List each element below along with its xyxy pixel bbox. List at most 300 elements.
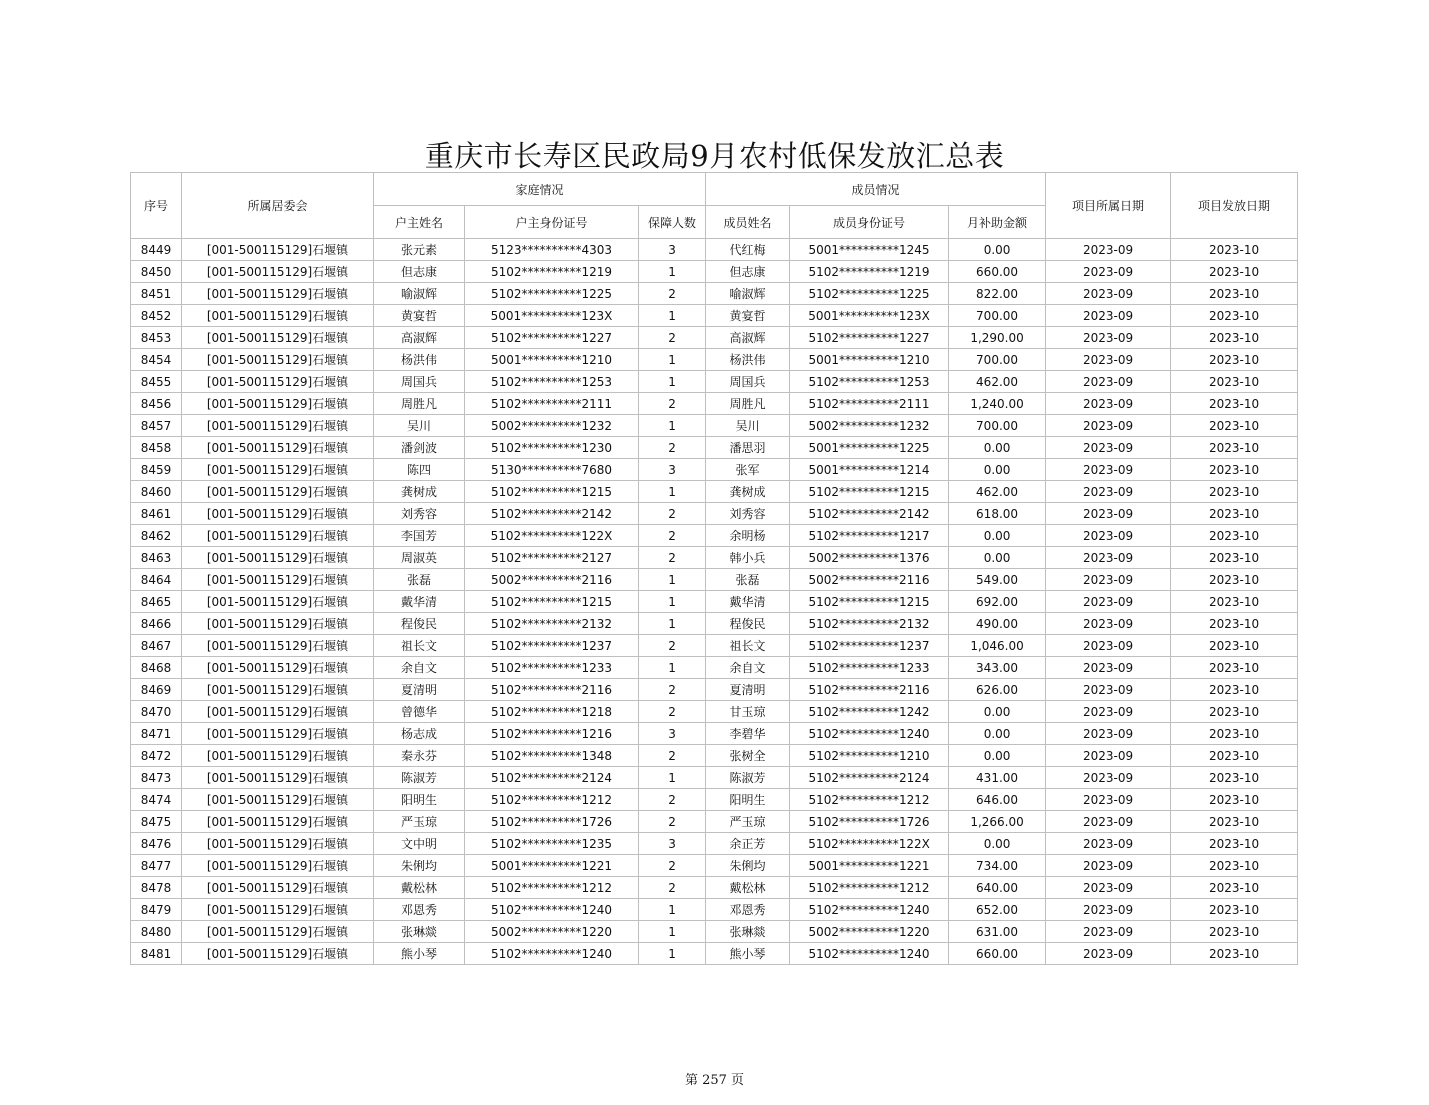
head-id-cell: 5001**********123X	[465, 305, 639, 327]
member-id-cell: 5102**********1212	[790, 877, 949, 899]
member-id-cell: 5102**********1212	[790, 789, 949, 811]
committee-cell: [001-500115129]石堰镇	[182, 481, 374, 503]
project-date-cell: 2023-09	[1046, 811, 1171, 833]
count-cell: 2	[639, 503, 706, 525]
issue-date-cell: 2023-10	[1171, 283, 1298, 305]
committee-cell: [001-500115129]石堰镇	[182, 701, 374, 723]
head-id-cell: 5102**********1253	[465, 371, 639, 393]
committee-cell: [001-500115129]石堰镇	[182, 811, 374, 833]
head-name-cell: 张元素	[374, 239, 465, 261]
issue-date-cell: 2023-10	[1171, 547, 1298, 569]
member-name-cell: 祖长文	[706, 635, 790, 657]
head-id-cell: 5102**********2111	[465, 393, 639, 415]
count-cell: 1	[639, 261, 706, 283]
amount-cell: 0.00	[949, 723, 1046, 745]
head-id-cell: 5130**********7680	[465, 459, 639, 481]
count-cell: 1	[639, 371, 706, 393]
amount-cell: 1,266.00	[949, 811, 1046, 833]
project-date-cell: 2023-09	[1046, 943, 1171, 965]
relief-summary-table	[130, 172, 1298, 965]
member-id-cell: 5102**********1253	[790, 371, 949, 393]
amount-cell: 646.00	[949, 789, 1046, 811]
member-name-cell: 邓恩秀	[706, 899, 790, 921]
committee-cell: [001-500115129]石堰镇	[182, 613, 374, 635]
issue-date-cell: 2023-10	[1171, 437, 1298, 459]
count-cell: 2	[639, 393, 706, 415]
head-id-cell: 5102**********1212	[465, 877, 639, 899]
header-family-group: 家庭情况	[374, 173, 706, 206]
amount-cell: 0.00	[949, 239, 1046, 261]
member-name-cell: 代红梅	[706, 239, 790, 261]
amount-cell: 1,046.00	[949, 635, 1046, 657]
member-id-cell: 5002**********1232	[790, 415, 949, 437]
seq-cell: 8472	[131, 745, 182, 767]
amount-cell: 0.00	[949, 547, 1046, 569]
head-name-cell: 杨志成	[374, 723, 465, 745]
count-cell: 2	[639, 877, 706, 899]
project-date-cell: 2023-09	[1046, 261, 1171, 283]
head-id-cell: 5102**********1233	[465, 657, 639, 679]
seq-cell: 8449	[131, 239, 182, 261]
amount-cell: 0.00	[949, 437, 1046, 459]
member-name-cell: 阳明生	[706, 789, 790, 811]
head-name-cell: 程俊民	[374, 613, 465, 635]
project-date-cell: 2023-09	[1046, 415, 1171, 437]
header-member-name: 成员姓名	[706, 206, 790, 239]
seq-cell: 8474	[131, 789, 182, 811]
seq-cell: 8480	[131, 921, 182, 943]
issue-date-cell: 2023-10	[1171, 811, 1298, 833]
count-cell: 1	[639, 591, 706, 613]
member-id-cell: 5002**********2116	[790, 569, 949, 591]
member-id-cell: 5102**********1233	[790, 657, 949, 679]
table-row	[131, 811, 1298, 833]
member-id-cell: 5102**********1215	[790, 591, 949, 613]
project-date-cell: 2023-09	[1046, 767, 1171, 789]
amount-cell: 343.00	[949, 657, 1046, 679]
member-name-cell: 黄宴哲	[706, 305, 790, 327]
issue-date-cell: 2023-10	[1171, 921, 1298, 943]
count-cell: 1	[639, 415, 706, 437]
seq-cell: 8478	[131, 877, 182, 899]
header-head-name: 户主姓名	[374, 206, 465, 239]
head-name-cell: 周淑英	[374, 547, 465, 569]
table-row	[131, 855, 1298, 877]
member-name-cell: 龚树成	[706, 481, 790, 503]
head-id-cell: 5102**********1227	[465, 327, 639, 349]
count-cell: 1	[639, 349, 706, 371]
head-name-cell: 秦永芬	[374, 745, 465, 767]
count-cell: 1	[639, 943, 706, 965]
seq-cell: 8477	[131, 855, 182, 877]
member-id-cell: 5102**********1210	[790, 745, 949, 767]
amount-cell: 626.00	[949, 679, 1046, 701]
amount-cell: 0.00	[949, 701, 1046, 723]
amount-cell: 1,240.00	[949, 393, 1046, 415]
issue-date-cell: 2023-10	[1171, 833, 1298, 855]
seq-cell: 8459	[131, 459, 182, 481]
issue-date-cell: 2023-10	[1171, 349, 1298, 371]
header-member-group: 成员情况	[706, 173, 1046, 206]
member-name-cell: 陈淑芳	[706, 767, 790, 789]
head-name-cell: 夏清明	[374, 679, 465, 701]
committee-cell: [001-500115129]石堰镇	[182, 327, 374, 349]
amount-cell: 652.00	[949, 899, 1046, 921]
project-date-cell: 2023-09	[1046, 371, 1171, 393]
head-id-cell: 5102**********1219	[465, 261, 639, 283]
project-date-cell: 2023-09	[1046, 327, 1171, 349]
table-row	[131, 239, 1298, 261]
member-name-cell: 朱俐均	[706, 855, 790, 877]
committee-cell: [001-500115129]石堰镇	[182, 921, 374, 943]
count-cell: 3	[639, 459, 706, 481]
committee-cell: [001-500115129]石堰镇	[182, 723, 374, 745]
head-id-cell: 5102**********1235	[465, 833, 639, 855]
head-name-cell: 张琳燚	[374, 921, 465, 943]
table-row	[131, 349, 1298, 371]
seq-cell: 8460	[131, 481, 182, 503]
member-name-cell: 余自文	[706, 657, 790, 679]
header-project-date: 项目所属日期	[1046, 173, 1171, 239]
header-committee: 所属居委会	[182, 173, 374, 239]
head-id-cell: 5102**********2127	[465, 547, 639, 569]
head-name-cell: 祖长文	[374, 635, 465, 657]
head-id-cell: 5102**********1225	[465, 283, 639, 305]
count-cell: 2	[639, 547, 706, 569]
project-date-cell: 2023-09	[1046, 459, 1171, 481]
project-date-cell: 2023-09	[1046, 679, 1171, 701]
committee-cell: [001-500115129]石堰镇	[182, 261, 374, 283]
issue-date-cell: 2023-10	[1171, 767, 1298, 789]
head-id-cell: 5102**********1218	[465, 701, 639, 723]
count-cell: 1	[639, 657, 706, 679]
table-row	[131, 525, 1298, 547]
seq-cell: 8464	[131, 569, 182, 591]
table-row	[131, 679, 1298, 701]
member-id-cell: 5102**********1225	[790, 283, 949, 305]
member-name-cell: 程俊民	[706, 613, 790, 635]
head-name-cell: 戴松林	[374, 877, 465, 899]
amount-cell: 1,290.00	[949, 327, 1046, 349]
head-name-cell: 龚树成	[374, 481, 465, 503]
member-name-cell: 但志康	[706, 261, 790, 283]
head-id-cell: 5001**********1210	[465, 349, 639, 371]
committee-cell: [001-500115129]石堰镇	[182, 591, 374, 613]
issue-date-cell: 2023-10	[1171, 569, 1298, 591]
issue-date-cell: 2023-10	[1171, 415, 1298, 437]
issue-date-cell: 2023-10	[1171, 657, 1298, 679]
seq-cell: 8451	[131, 283, 182, 305]
member-name-cell: 甘玉琼	[706, 701, 790, 723]
issue-date-cell: 2023-10	[1171, 327, 1298, 349]
count-cell: 2	[639, 679, 706, 701]
head-id-cell: 5102**********1212	[465, 789, 639, 811]
table-row	[131, 591, 1298, 613]
seq-cell: 8470	[131, 701, 182, 723]
member-id-cell: 5102**********1227	[790, 327, 949, 349]
member-name-cell: 张琳燚	[706, 921, 790, 943]
member-id-cell: 5102**********2142	[790, 503, 949, 525]
member-name-cell: 高淑辉	[706, 327, 790, 349]
head-id-cell: 5102**********1240	[465, 899, 639, 921]
project-date-cell: 2023-09	[1046, 569, 1171, 591]
seq-cell: 8467	[131, 635, 182, 657]
issue-date-cell: 2023-10	[1171, 789, 1298, 811]
committee-cell: [001-500115129]石堰镇	[182, 371, 374, 393]
head-name-cell: 周国兵	[374, 371, 465, 393]
seq-cell: 8455	[131, 371, 182, 393]
issue-date-cell: 2023-10	[1171, 503, 1298, 525]
amount-cell: 640.00	[949, 877, 1046, 899]
count-cell: 2	[639, 327, 706, 349]
member-name-cell: 潘思羽	[706, 437, 790, 459]
member-name-cell: 戴华清	[706, 591, 790, 613]
issue-date-cell: 2023-10	[1171, 305, 1298, 327]
member-id-cell: 5102**********1240	[790, 943, 949, 965]
count-cell: 3	[639, 723, 706, 745]
member-id-cell: 5001**********1225	[790, 437, 949, 459]
amount-cell: 462.00	[949, 481, 1046, 503]
committee-cell: [001-500115129]石堰镇	[182, 569, 374, 591]
committee-cell: [001-500115129]石堰镇	[182, 437, 374, 459]
project-date-cell: 2023-09	[1046, 481, 1171, 503]
project-date-cell: 2023-09	[1046, 437, 1171, 459]
amount-cell: 700.00	[949, 349, 1046, 371]
issue-date-cell: 2023-10	[1171, 459, 1298, 481]
committee-cell: [001-500115129]石堰镇	[182, 679, 374, 701]
count-cell: 2	[639, 811, 706, 833]
committee-cell: [001-500115129]石堰镇	[182, 349, 374, 371]
committee-cell: [001-500115129]石堰镇	[182, 525, 374, 547]
member-name-cell: 余明杨	[706, 525, 790, 547]
head-id-cell: 5102**********1215	[465, 481, 639, 503]
count-cell: 1	[639, 899, 706, 921]
seq-cell: 8458	[131, 437, 182, 459]
project-date-cell: 2023-09	[1046, 393, 1171, 415]
head-id-cell: 5102**********1230	[465, 437, 639, 459]
project-date-cell: 2023-09	[1046, 305, 1171, 327]
count-cell: 2	[639, 525, 706, 547]
seq-cell: 8471	[131, 723, 182, 745]
amount-cell: 700.00	[949, 415, 1046, 437]
table-row	[131, 283, 1298, 305]
project-date-cell: 2023-09	[1046, 635, 1171, 657]
head-id-cell: 5102**********1237	[465, 635, 639, 657]
table-row	[131, 613, 1298, 635]
committee-cell: [001-500115129]石堰镇	[182, 635, 374, 657]
table-row	[131, 833, 1298, 855]
member-id-cell: 5102**********1240	[790, 723, 949, 745]
committee-cell: [001-500115129]石堰镇	[182, 459, 374, 481]
count-cell: 2	[639, 437, 706, 459]
head-name-cell: 余自文	[374, 657, 465, 679]
head-name-cell: 陈淑芳	[374, 767, 465, 789]
seq-cell: 8454	[131, 349, 182, 371]
header-amount: 月补助金额	[949, 206, 1046, 239]
head-name-cell: 曾德华	[374, 701, 465, 723]
member-id-cell: 5102**********1217	[790, 525, 949, 547]
committee-cell: [001-500115129]石堰镇	[182, 877, 374, 899]
head-id-cell: 5002**********1232	[465, 415, 639, 437]
count-cell: 1	[639, 481, 706, 503]
head-id-cell: 5001**********1221	[465, 855, 639, 877]
head-name-cell: 吴川	[374, 415, 465, 437]
seq-cell: 8450	[131, 261, 182, 283]
head-id-cell: 5123**********4303	[465, 239, 639, 261]
head-id-cell: 5102**********2116	[465, 679, 639, 701]
table-row	[131, 393, 1298, 415]
table-row	[131, 789, 1298, 811]
head-name-cell: 喻淑辉	[374, 283, 465, 305]
head-id-cell: 5102**********1216	[465, 723, 639, 745]
table-row	[131, 635, 1298, 657]
head-name-cell: 陈四	[374, 459, 465, 481]
committee-cell: [001-500115129]石堰镇	[182, 855, 374, 877]
member-name-cell: 李碧华	[706, 723, 790, 745]
member-id-cell: 5001**********123X	[790, 305, 949, 327]
member-id-cell: 5102**********2111	[790, 393, 949, 415]
head-id-cell: 5002**********2116	[465, 569, 639, 591]
amount-cell: 0.00	[949, 833, 1046, 855]
member-id-cell: 5102**********1726	[790, 811, 949, 833]
page-footer: 第 257 页	[684, 1073, 745, 1088]
amount-cell: 0.00	[949, 459, 1046, 481]
project-date-cell: 2023-09	[1046, 613, 1171, 635]
table-row	[131, 547, 1298, 569]
member-name-cell: 熊小琴	[706, 943, 790, 965]
amount-cell: 660.00	[949, 261, 1046, 283]
issue-date-cell: 2023-10	[1171, 899, 1298, 921]
seq-cell: 8481	[131, 943, 182, 965]
head-name-cell: 高淑辉	[374, 327, 465, 349]
head-id-cell: 5002**********1220	[465, 921, 639, 943]
committee-cell: [001-500115129]石堰镇	[182, 745, 374, 767]
header-seq: 序号	[131, 173, 182, 239]
header-head-id: 户主身份证号	[465, 206, 639, 239]
issue-date-cell: 2023-10	[1171, 591, 1298, 613]
issue-date-cell: 2023-10	[1171, 525, 1298, 547]
member-id-cell: 5002**********1220	[790, 921, 949, 943]
head-name-cell: 戴华清	[374, 591, 465, 613]
project-date-cell: 2023-09	[1046, 503, 1171, 525]
table-row	[131, 503, 1298, 525]
head-name-cell: 周胜凡	[374, 393, 465, 415]
committee-cell: [001-500115129]石堰镇	[182, 305, 374, 327]
table-row	[131, 415, 1298, 437]
project-date-cell: 2023-09	[1046, 855, 1171, 877]
project-date-cell: 2023-09	[1046, 723, 1171, 745]
table-row	[131, 261, 1298, 283]
issue-date-cell: 2023-10	[1171, 239, 1298, 261]
member-id-cell: 5001**********1245	[790, 239, 949, 261]
table-row	[131, 877, 1298, 899]
project-date-cell: 2023-09	[1046, 657, 1171, 679]
committee-cell: [001-500115129]石堰镇	[182, 899, 374, 921]
project-date-cell: 2023-09	[1046, 921, 1171, 943]
amount-cell: 692.00	[949, 591, 1046, 613]
member-id-cell: 5102**********1240	[790, 899, 949, 921]
table-row	[131, 921, 1298, 943]
member-id-cell: 5001**********1210	[790, 349, 949, 371]
count-cell: 2	[639, 635, 706, 657]
member-id-cell: 5102**********2116	[790, 679, 949, 701]
member-id-cell: 5102**********1242	[790, 701, 949, 723]
seq-cell: 8456	[131, 393, 182, 415]
head-id-cell: 5102**********1726	[465, 811, 639, 833]
head-id-cell: 5102**********1240	[465, 943, 639, 965]
member-name-cell: 杨洪伟	[706, 349, 790, 371]
amount-cell: 490.00	[949, 613, 1046, 635]
head-name-cell: 文中明	[374, 833, 465, 855]
count-cell: 3	[639, 833, 706, 855]
table-row	[131, 899, 1298, 921]
seq-cell: 8465	[131, 591, 182, 613]
issue-date-cell: 2023-10	[1171, 701, 1298, 723]
seq-cell: 8452	[131, 305, 182, 327]
head-name-cell: 张磊	[374, 569, 465, 591]
head-id-cell: 5102**********2124	[465, 767, 639, 789]
head-name-cell: 黄宴哲	[374, 305, 465, 327]
count-cell: 2	[639, 789, 706, 811]
count-cell: 1	[639, 767, 706, 789]
count-cell: 1	[639, 569, 706, 591]
seq-cell: 8475	[131, 811, 182, 833]
member-id-cell: 5102**********1215	[790, 481, 949, 503]
head-name-cell: 潘剑波	[374, 437, 465, 459]
head-name-cell: 但志康	[374, 261, 465, 283]
issue-date-cell: 2023-10	[1171, 261, 1298, 283]
member-id-cell: 5102**********2132	[790, 613, 949, 635]
amount-cell: 431.00	[949, 767, 1046, 789]
count-cell: 2	[639, 745, 706, 767]
head-id-cell: 5102**********2142	[465, 503, 639, 525]
table-row	[131, 767, 1298, 789]
committee-cell: [001-500115129]石堰镇	[182, 503, 374, 525]
seq-cell: 8473	[131, 767, 182, 789]
issue-date-cell: 2023-10	[1171, 943, 1298, 965]
project-date-cell: 2023-09	[1046, 877, 1171, 899]
committee-cell: [001-500115129]石堰镇	[182, 833, 374, 855]
head-name-cell: 杨洪伟	[374, 349, 465, 371]
committee-cell: [001-500115129]石堰镇	[182, 943, 374, 965]
amount-cell: 734.00	[949, 855, 1046, 877]
amount-cell: 822.00	[949, 283, 1046, 305]
member-name-cell: 吴川	[706, 415, 790, 437]
table-row	[131, 943, 1298, 965]
member-name-cell: 周胜凡	[706, 393, 790, 415]
page-title: 重庆市长寿区民政局9月农村低保发放汇总表	[424, 139, 1005, 173]
member-name-cell: 余正芳	[706, 833, 790, 855]
count-cell: 1	[639, 305, 706, 327]
table-row	[131, 701, 1298, 723]
head-name-cell: 熊小琴	[374, 943, 465, 965]
head-name-cell: 朱俐均	[374, 855, 465, 877]
issue-date-cell: 2023-10	[1171, 877, 1298, 899]
member-id-cell: 5001**********1214	[790, 459, 949, 481]
project-date-cell: 2023-09	[1046, 833, 1171, 855]
committee-cell: [001-500115129]石堰镇	[182, 239, 374, 261]
member-name-cell: 张军	[706, 459, 790, 481]
seq-cell: 8476	[131, 833, 182, 855]
table-row	[131, 481, 1298, 503]
amount-cell: 0.00	[949, 525, 1046, 547]
table-row	[131, 745, 1298, 767]
count-cell: 2	[639, 283, 706, 305]
project-date-cell: 2023-09	[1046, 349, 1171, 371]
head-name-cell: 刘秀容	[374, 503, 465, 525]
table-row	[131, 437, 1298, 459]
issue-date-cell: 2023-10	[1171, 371, 1298, 393]
